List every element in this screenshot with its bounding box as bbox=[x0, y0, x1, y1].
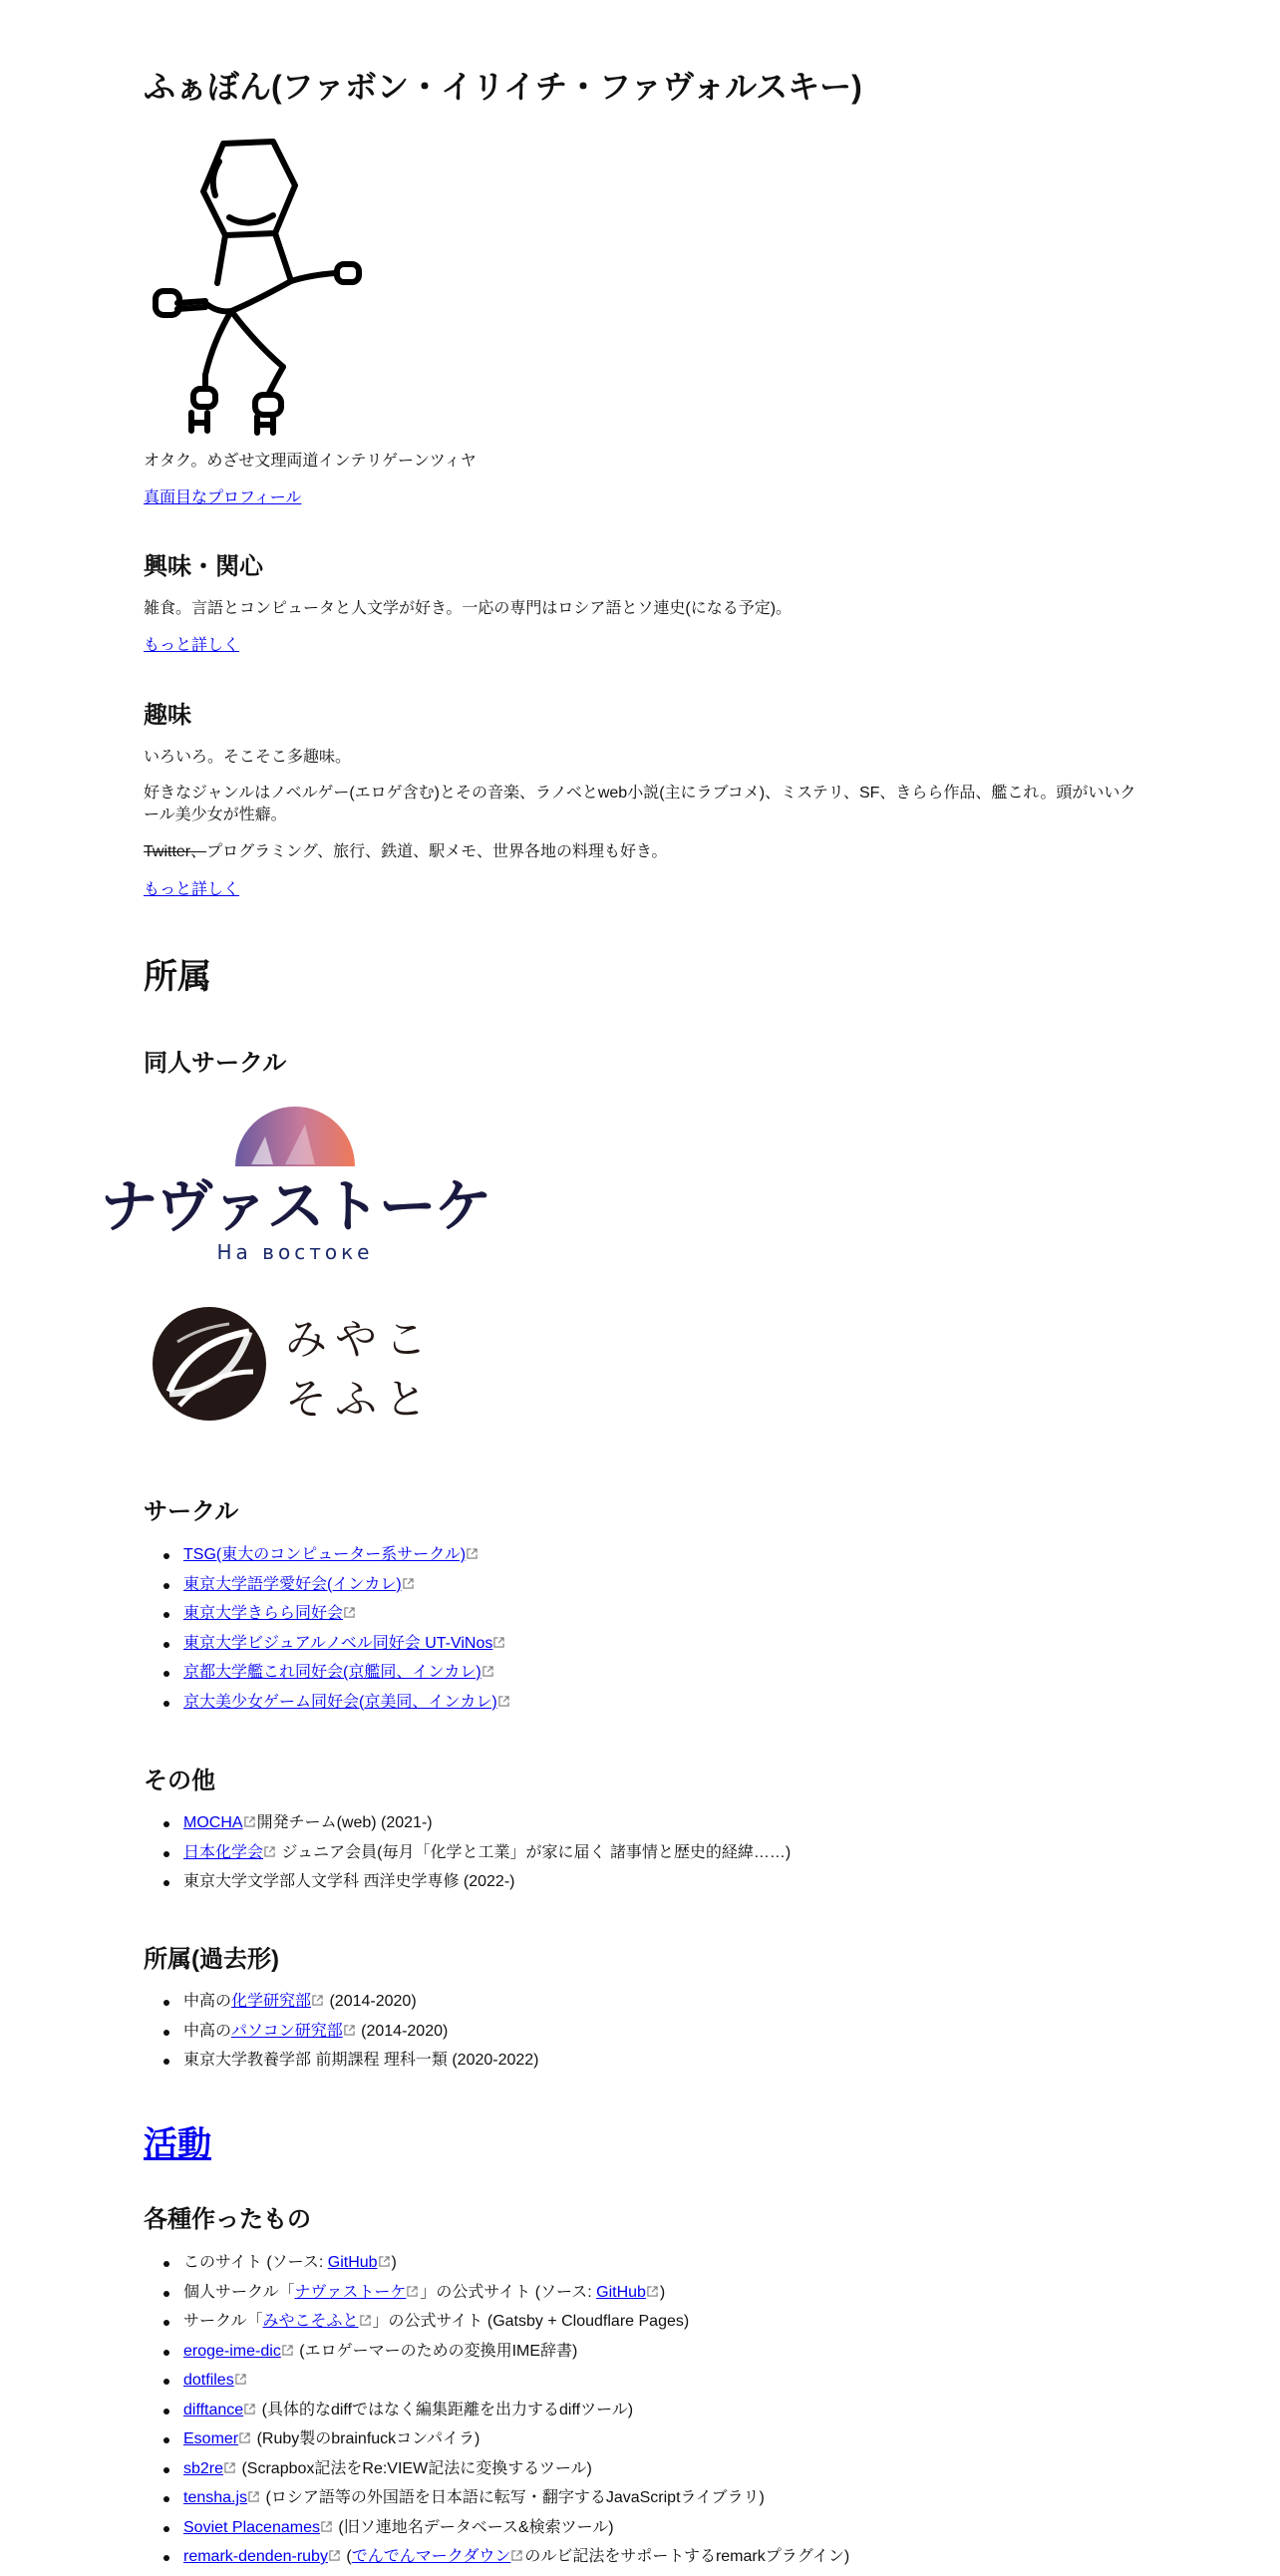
interests-more-link[interactable]: もっと詳しく bbox=[144, 637, 240, 654]
miyakosoft-logo-line2: そふと bbox=[285, 1375, 436, 1424]
circle-link[interactable]: 京大美少女ゲーム同好会(京美同、インカレ) bbox=[183, 1693, 497, 1711]
profile-link[interactable]: 真面目なプロフィール bbox=[144, 489, 302, 506]
external-link-icon bbox=[248, 2491, 259, 2502]
hobbies-others-text: プログラミング、旅行、鉄道、駅メモ、世界各地の料理も好き。 bbox=[206, 843, 668, 860]
work-text: 個人サークル「 bbox=[183, 2283, 295, 2301]
past-heading: 所属(過去形) bbox=[144, 1946, 279, 1973]
works-heading: 各種作ったもの bbox=[144, 2206, 311, 2233]
others-link[interactable]: 日本化学会 bbox=[183, 1843, 264, 1861]
work-text: ( bbox=[341, 2548, 352, 2565]
list-item bbox=[144, 2252, 1200, 2282]
work-text: (エロゲーマーのための変換用IME辞書) bbox=[294, 2342, 578, 2360]
work-link[interactable]: ナヴァストーケ bbox=[294, 2283, 407, 2301]
others-text: 東京大学文学部人文学科 西洋史学専修 (2022-) bbox=[183, 1873, 515, 1890]
circles-list bbox=[144, 1544, 1140, 1721]
interests-text: 雑食。言語とコンピュータと人文学が好き。一応の専門はロシア語とソ連史(になる予定)。 bbox=[144, 600, 793, 617]
work-link[interactable]: Soviet Placenames bbox=[183, 2518, 320, 2536]
external-link-icon bbox=[403, 1578, 414, 1589]
work-text: のルビ記法をサポートするremarkプラグイン) bbox=[524, 2548, 850, 2565]
external-link-icon bbox=[379, 2256, 390, 2267]
list-item bbox=[144, 1662, 1140, 1692]
work-text: ) bbox=[391, 2254, 397, 2271]
work-text: (Scrapbox記法をRe:VIEW記法に変換するツール) bbox=[237, 2459, 592, 2477]
external-link-icon bbox=[360, 2315, 371, 2326]
external-link-icon bbox=[511, 2550, 522, 2561]
miyakosoft-logo[interactable] bbox=[150, 1302, 449, 1426]
circle-link[interactable]: TSG(東大のコンピューター系サークル) bbox=[183, 1546, 467, 1563]
miyakosoft-logo-line1: みやこ bbox=[285, 1315, 436, 1364]
work-link[interactable]: dotfiles bbox=[183, 2372, 234, 2389]
list-item bbox=[144, 2341, 1200, 2371]
doujin-heading: 同人サークル bbox=[144, 1050, 287, 1077]
work-text: (旧ソ連地名データベース&検索ツール) bbox=[333, 2518, 614, 2536]
interests-heading: 興味・関心 bbox=[144, 553, 263, 580]
external-link-icon bbox=[407, 2286, 418, 2297]
works-list bbox=[144, 2252, 1200, 2576]
avatar bbox=[146, 136, 425, 437]
others-text: 開発チーム(web) (2021-) bbox=[256, 1814, 433, 1831]
list-item bbox=[144, 2370, 1200, 2400]
work-text: (具体的なdiffではなく編集距離を出力するdiffツール) bbox=[257, 2401, 634, 2418]
work-link[interactable]: GitHub bbox=[327, 2254, 378, 2271]
list-item bbox=[144, 2458, 1200, 2488]
others-link[interactable]: MOCHA bbox=[183, 1814, 243, 1831]
past-list bbox=[144, 1991, 1140, 2080]
work-text: (Ruby製のbrainfuckコンパイラ) bbox=[252, 2430, 480, 2447]
tagline: オタク。めざせ文理両道インテリゲーンツィヤ bbox=[144, 453, 477, 470]
work-link[interactable]: Esomer bbox=[183, 2430, 239, 2447]
past-link[interactable]: 化学研究部 bbox=[231, 1993, 312, 2010]
work-text: このサイト (ソース: bbox=[183, 2254, 328, 2271]
work-link[interactable]: sb2re bbox=[183, 2459, 224, 2477]
past-text: 東京大学教養学部 前期課程 理科一類 (2020-2022) bbox=[183, 2052, 539, 2069]
external-link-icon bbox=[244, 2404, 255, 2415]
list-item bbox=[144, 1603, 1140, 1633]
list-item bbox=[144, 2282, 1200, 2312]
list-item bbox=[144, 1991, 1140, 2021]
external-link-icon bbox=[244, 1816, 255, 1827]
external-link-icon bbox=[493, 1637, 504, 1648]
work-text: ) bbox=[659, 2283, 666, 2301]
past-text: 中高の bbox=[183, 2022, 232, 2040]
list-item bbox=[144, 1842, 1140, 1872]
work-text: サークル「 bbox=[183, 2313, 263, 2330]
external-link-icon bbox=[467, 1548, 478, 1559]
work-link[interactable]: みやこそふと bbox=[262, 2313, 359, 2330]
external-link-icon bbox=[498, 1696, 509, 1707]
struck-text: Twitter、 bbox=[144, 843, 207, 860]
work-link[interactable]: tensha.js bbox=[183, 2489, 248, 2506]
external-link-icon bbox=[235, 2374, 246, 2385]
work-text: 」の公式サイト (Gatsby + Cloudflare Pages) bbox=[372, 2313, 690, 2330]
external-link-icon bbox=[312, 1995, 323, 2006]
hobbies-genres-line1: 好きなジャンルはノベルゲー(エロゲ含む)とその音楽、ラノベとweb小説(主にラブコメ)、ミステリ、SF、きらら作品、艦これ。頭がいいク bbox=[144, 785, 1136, 802]
navastoke-logo-sub: На востоке bbox=[216, 1240, 374, 1264]
circle-link[interactable]: 東京大学語学愛好会(インカレ) bbox=[183, 1575, 402, 1593]
external-link-icon bbox=[329, 2550, 340, 2561]
work-link-2[interactable]: でんでんマークダウン bbox=[351, 2548, 511, 2565]
work-link[interactable]: remark-denden-ruby bbox=[183, 2548, 328, 2565]
work-link[interactable]: eroge-ime-dic bbox=[183, 2342, 281, 2360]
activities-heading-link[interactable]: 活動 bbox=[144, 2125, 211, 2163]
past-link[interactable]: パソコン研究部 bbox=[231, 2022, 343, 2040]
work-link-2[interactable]: GitHub bbox=[596, 2283, 646, 2301]
list-item bbox=[144, 1574, 1140, 1604]
others-text: ジュニア会員(毎月「化学と工業」が家に届く 諸事情と歴史的経緯……) bbox=[277, 1843, 792, 1861]
circles-heading: サークル bbox=[144, 1498, 239, 1525]
circle-link[interactable]: 東京大学きらら同好会 bbox=[183, 1605, 344, 1622]
hobbies-summary: いろいろ。そこそこ多趣味。 bbox=[144, 749, 352, 766]
list-item bbox=[144, 1544, 1140, 1574]
hobbies-more-link[interactable]: もっと詳しく bbox=[144, 881, 240, 898]
hobbies-others bbox=[144, 841, 667, 863]
list-item bbox=[144, 2428, 1200, 2458]
list-item bbox=[144, 1871, 1140, 1901]
list-item bbox=[144, 2546, 1200, 2576]
hobbies-heading: 趣味 bbox=[144, 702, 191, 729]
work-text: 」の公式サイト (ソース: bbox=[420, 2283, 597, 2301]
external-link-icon bbox=[344, 1607, 355, 1618]
past-years: (2014-2020) bbox=[325, 1993, 417, 2010]
list-item bbox=[144, 2050, 1140, 2080]
work-link[interactable]: difftance bbox=[183, 2401, 244, 2418]
external-link-icon bbox=[321, 2521, 332, 2532]
work-text: (ロシア語等の外国語を日本語に転写・翻字するJavaScriptライブラリ) bbox=[261, 2489, 765, 2506]
past-text: 中高の bbox=[183, 1993, 232, 2010]
others-heading: その他 bbox=[144, 1768, 215, 1794]
list-item bbox=[144, 2487, 1200, 2517]
external-link-icon bbox=[264, 1846, 275, 1857]
hobbies-genres bbox=[144, 783, 1150, 826]
external-link-icon bbox=[344, 2025, 355, 2036]
list-item bbox=[144, 2021, 1140, 2051]
external-link-icon bbox=[239, 2432, 250, 2443]
list-item bbox=[144, 2311, 1200, 2341]
hobbies-genres-line2: ール美少女が性癖。 bbox=[144, 806, 287, 823]
list-item bbox=[144, 2517, 1200, 2547]
navastoke-logo[interactable] bbox=[100, 1097, 490, 1270]
others-list bbox=[144, 1812, 1140, 1901]
list-item bbox=[144, 1812, 1140, 1842]
navastoke-logo-text: ナヴァストーケ bbox=[100, 1172, 490, 1240]
list-item bbox=[144, 1692, 1140, 1722]
external-link-icon bbox=[647, 2286, 658, 2297]
past-years: (2014-2020) bbox=[356, 2022, 449, 2040]
external-link-icon bbox=[282, 2345, 293, 2356]
circle-link[interactable]: 京都大学艦これ同好会(京艦同、インカレ) bbox=[183, 1664, 481, 1681]
list-item bbox=[144, 2400, 1200, 2429]
page-title: ふぁぼん(ファボン・イリイチ・ファヴォルスキー) bbox=[144, 69, 862, 105]
external-link-icon bbox=[224, 2462, 235, 2473]
circle-link[interactable]: 東京大学ビジュアルノベル同好会 UT-ViNos bbox=[183, 1634, 493, 1652]
list-item bbox=[144, 1633, 1140, 1663]
affiliation-heading: 所属 bbox=[144, 958, 211, 996]
external-link-icon bbox=[482, 1666, 493, 1677]
